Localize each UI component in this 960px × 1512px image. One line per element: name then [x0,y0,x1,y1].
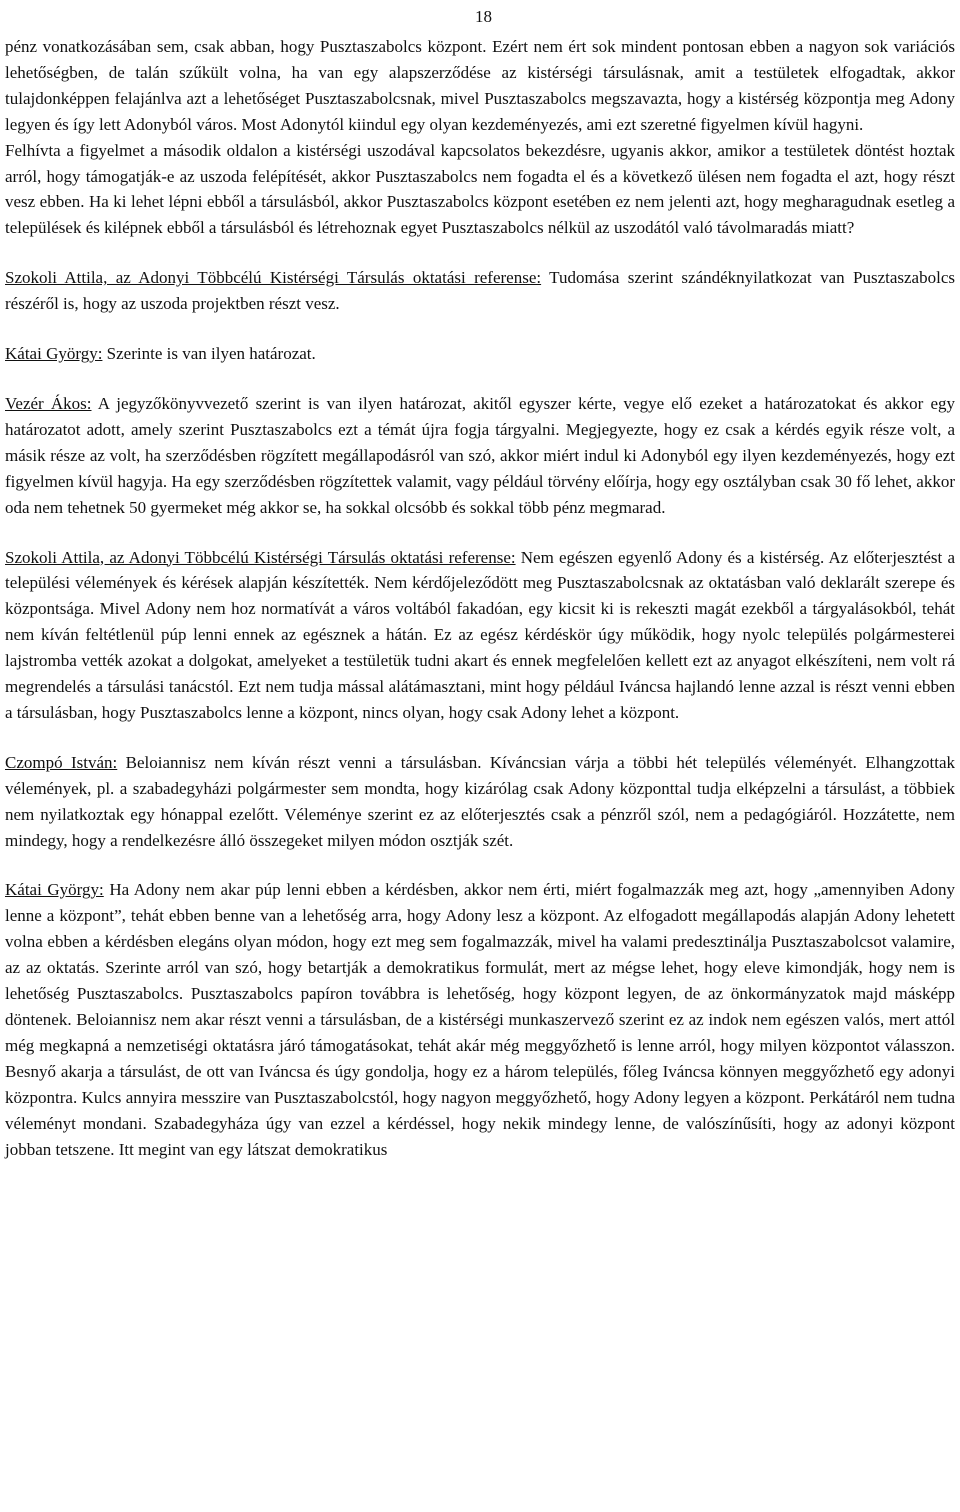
paragraph-text: Szerinte is van ilyen határozat. [102,344,316,364]
paragraph [5,265,955,317]
paragraph-text: Tudomása szerint szándéknyilatkozat van Pusztaszabolcs részéről is, hogy az uszoda projektben részt vesz. [5,268,955,314]
paragraph [5,138,955,242]
document-body [5,34,955,1162]
paragraph-text: pénz vonatkozásában sem, csak abban, hogy Pusztaszabolcs központ. Ezért nem ért sok mindent pontosan ebben a nagyon sok variációs lehetőségben, de talán szűkült volna, ha van egy alapszerződése az kistérségi társulásnak, amit a testületek elfogadtak, akkor tulajdonképpen felajánlva azt a lehetőséget Pusztaszabolcsnak, mivel Pusztaszabolcs megszavazta, hogy a kistérség központja meg Adony legyen és így lett Adonyból város. Most Adonytól kiindul egy olyan kezdeményezés, ami ezt szeretné figyelmen kívül hagyni. [5,37,955,134]
document-page [5,0,955,1512]
speaker-name: Szokoli Attila, az Adonyi Többcélú Kistérségi Társulás oktatási referense: [5,268,542,288]
speaker-name: Szokoli Attila, az Adonyi Többcélú Kistérségi Társulás oktatási referense: [5,547,516,567]
paragraph [5,750,955,854]
speaker-name: Czompó István: [5,752,118,772]
speaker-name: Vezér Ákos: [5,393,92,413]
speaker-name: Kátai György: [5,880,104,900]
paragraph-text: Nem egészen egyenlő Adony és a kistérség. Az előterjesztést a települési vélemények és kérések alapján készítették. Nem kérdőjeleződött meg Pusztaszabolcsnak az oktatásban való deklarált szerepe és központsága. Mivel Adony nem hoz normatívát a város voltából fakadóan, egy kicsit ki is rekeszti magát ezekből a tárgyalásokból, tehát nem kíván feltétlenül púp lenni ennek az egésznek a hátán. Ez az egész kérdéskör úgy működik, hogy nyolc település polgármesterei lajstromba vették azokat a dolgokat, amelyeket a testületük tudni akart és ennek megfelelően kellett ezt az anyagot elkészíteni, nem volt rá megrendelés a társulási tanácstól. Ezt nem tudja mással alátámasztani, mint hogy például Iváncsa hajlandó lenne azzal is részt venni ebben a társulásban, hogy Pusztaszabolcs lenne a központ, nincs olyan, hogy csak Adony lehet a központ. [5,547,955,722]
paragraph [5,34,955,138]
paragraph-text: A jegyzőkönyvvezető szerint is van ilyen határozat, akitől egyszer kérte, vegye elő ezeket a határozatokat és akkor egy határozatot adott, amely szerint Pusztaszabolcs ezt a témát újra fogja tárgyalni. Megjegyezte, hogy ez csak a kérdés egyik része volt, a másik része az volt, ha szerződésben rögzített megállapodásról van szó, akkor miért indul ki Adonyból egy ilyen kezdeményezés, hogy ezt figyelmen kívül hagyja. Ha egy szerződésben rögzítettek valamit, vagy például törvény előírja, hogy egy osztályban csak 30 fő lehet, akkor oda nem tehetnek 50 gyermeket még akkor se, ha sokkal olcsóbb és sokkal több pénz megmarad. [5,393,955,517]
paragraph [5,545,955,726]
paragraph [5,391,955,521]
paragraph [5,877,955,1162]
paragraph-text: Felhívta a figyelmet a második oldalon a kistérségi uszodával kapcsolatos bekezdésre, ugyanis akkor, amikor a testületek döntést hoztak arról, hogy támogatják-e az uszoda felépítését, akkor Pusztaszabolcs nem fogadta el és a következő ülésen nem fogadta el azt, hogy részt vesz ebben. Ha ki lehet lépni ebből a társulásból, akkor Pusztaszabolcs központ esetében ez nem jelenti azt, hogy megharagudnak esetleg a települések és kilépnek ebből a társulásból és létrehoznak egyet Pusztaszabolcs nélkül az uszodától való távolmaradás miatt? [5,140,955,238]
paragraph-text: Ha Adony nem akar púp lenni ebben a kérdésben, akkor nem érti, miért fogalmazzák meg azt, hogy „amennyiben Adony lenne a központ”, tehát ebben benne van a lehetőség arra, hogy Adony lesz a központ. Az elfogadott megállapodás alapján Adony lehetett volna ebben a kérdésben elegáns olyan módon, hogy ezt meg sem fogalmazzák, mivel ha valami predesztinálja Pusztaszabolcsot valamire, az az oktatás. Szerinte arról van szó, hogy betartják a demokratikus formulát, mert az mégse lehet, hogy eleve kimondják, hogy nem is lehetőség Pusztaszabolcs. Pusztaszabolcs papíron továbbra is lehetőség, hogy központ legyen, de az önkormányzatok majd másképp döntenek. Beloiannisz nem akar részt venni a társulásban, de a kistérségi munkaszervező szerint ez az indok nem egészen valós, mert attól még megkapná a nemzetiségi oktatásra járó támogatásokat, tehát akár még meggyőzhető is lenne arról, hogy milyen központot válasszon. Besnyő akarja a társulást, de ott van Iváncsa és úgy gondolja, hogy ez a három település, főleg Iváncsa könnyen meggyőzhető egy adonyi központra. Kulcs annyira messzire van Pusztaszabolcstól, hogy nagyon meggyőzhető, hogy Adony legyen a központ. Perkátáról nem tudna véleményt mondani. Szabadegyháza úgy van ezzel a kérdéssel, hogy nekik mindegy lenne, de valószínűsíti, hogy az adonyi központ jobban tetszene. Itt megint van egy látszat demokratikus [5,880,955,1159]
paragraph [5,341,955,367]
paragraph-text: Beloiannisz nem kíván részt venni a társulásban. Kíváncsian várja a többi hét település véleményét. Elhangzottak vélemények, pl. a szabadegyházi polgármester sem mondta, hogy kizárólag csak Adony központtal tudja elképzelni a társulást, a többiek nem nyilatkoztak egy hónappal ezelőtt. Véleménye szerint ez az előterjesztés csak a pénzről szól, nem a pedagógiáról. Hozzátette, nem mindegy, hogy a rendelkezésre álló összegeket milyen módon osztják szét. [5,752,955,850]
speaker-name: Kátai György: [5,344,103,364]
page-number: 18 [475,7,492,26]
